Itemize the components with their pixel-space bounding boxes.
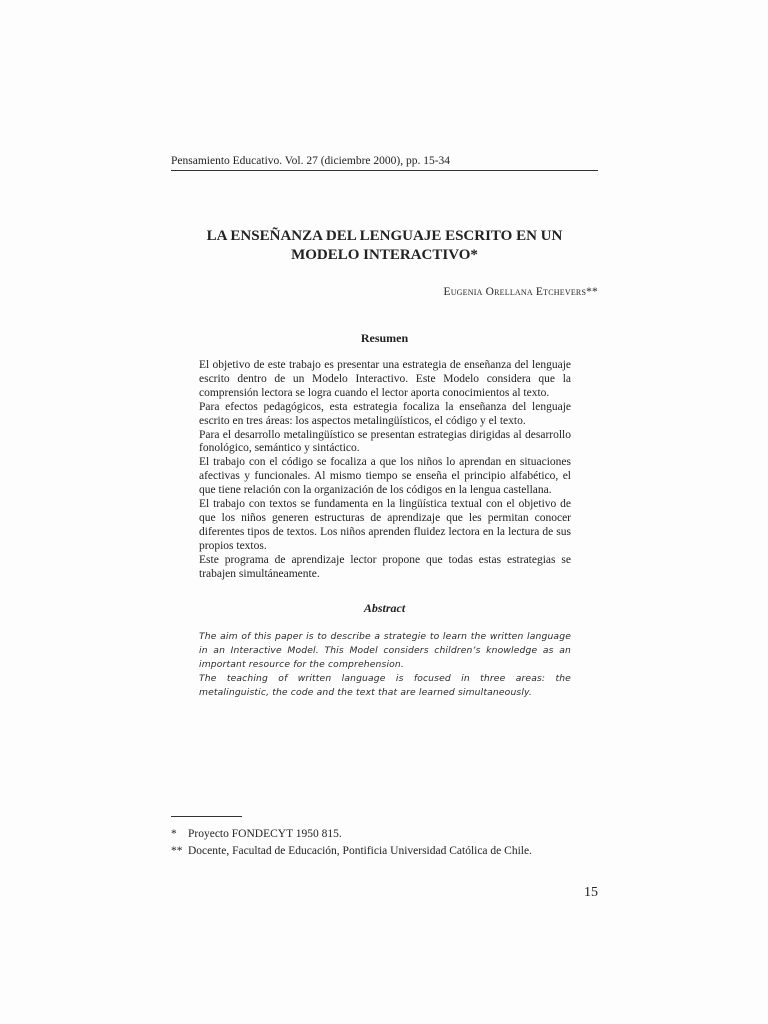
footnote-text: Docente, Facultad de Educación, Pontificia Universidad Católica de Chile. [188, 845, 532, 857]
abstract-paragraph: The teaching of written language is focused in three areas: the metalinguistic, the code and the text that are learned simultaneously. [199, 672, 571, 698]
page-number: 15 [584, 885, 598, 900]
resumen-body [199, 359, 571, 582]
footnote [171, 843, 598, 860]
title-line-1: LA ENSEÑANZA DEL LENGUAJE ESCRITO EN UN [206, 228, 563, 244]
author-name: Eugenia Orellana Etchevers** [443, 286, 598, 298]
footnote-text: Proyecto FONDECYT 1950 815. [188, 828, 342, 840]
footnote [171, 826, 598, 843]
footnote-rule [171, 816, 242, 817]
resumen-paragraph: Este programa de aprendizaje lector propone que todas estas estrategias se trabajen simultáneamente. [199, 553, 571, 580]
header-rule [171, 170, 598, 171]
resumen-heading: Resumen [360, 331, 409, 345]
footnotes [171, 826, 598, 860]
article-title [171, 227, 598, 265]
resumen-paragraph: Para efectos pedagógicos, esta estrategia focaliza la enseñanza del lenguaje escrito en tres áreas: los aspectos metalingüísticos, el código y el texto. [199, 400, 571, 427]
abstract-body [199, 630, 571, 700]
resumen-paragraph: El trabajo con el código se focaliza a que los niños lo aprendan en situaciones afectivas y funcionales. Al mismo tiempo se enseña el principio alfabético, el que tiene relación con la organización de los códigos en la lengua castellana. [199, 456, 571, 497]
footnote-mark: ** [171, 845, 183, 857]
resumen-paragraph: El trabajo con textos se fundamenta en la lingüística textual con el objetivo de que los niños generen estructuras de aprendizaje que les permitan conocer diferentes tipos de textos. Los niños aprenden fluidez lectora en la lectura de sus propios textos. [199, 498, 571, 552]
abstract-paragraph: The aim of this paper is to describe a strategie to learn the written language in an Interactive Model. This Model considers children’s knowledge as an important resource for the comprehension. [199, 631, 571, 670]
resumen-paragraph: El objetivo de este trabajo es presentar una estrategia de enseñanza del lenguaje escrito dentro de un Modelo Interactivo. Este Modelo considera que la comprensión lectora se logra cuando el lector aporta conocimientos al texto. [199, 359, 571, 399]
running-head: Pensamiento Educativo. Vol. 27 (diciembre 2000), pp. 15-34 [171, 155, 451, 167]
abstract-heading: Abstract [363, 601, 406, 615]
footnote-mark: * [171, 828, 177, 840]
resumen-paragraph: Para el desarrollo metalingüístico se presentan estrategias dirigidas al desarrollo fonológico, semántico y sintáctico. [199, 428, 571, 455]
title-line-2: MODELO INTERACTIVO* [291, 247, 478, 263]
